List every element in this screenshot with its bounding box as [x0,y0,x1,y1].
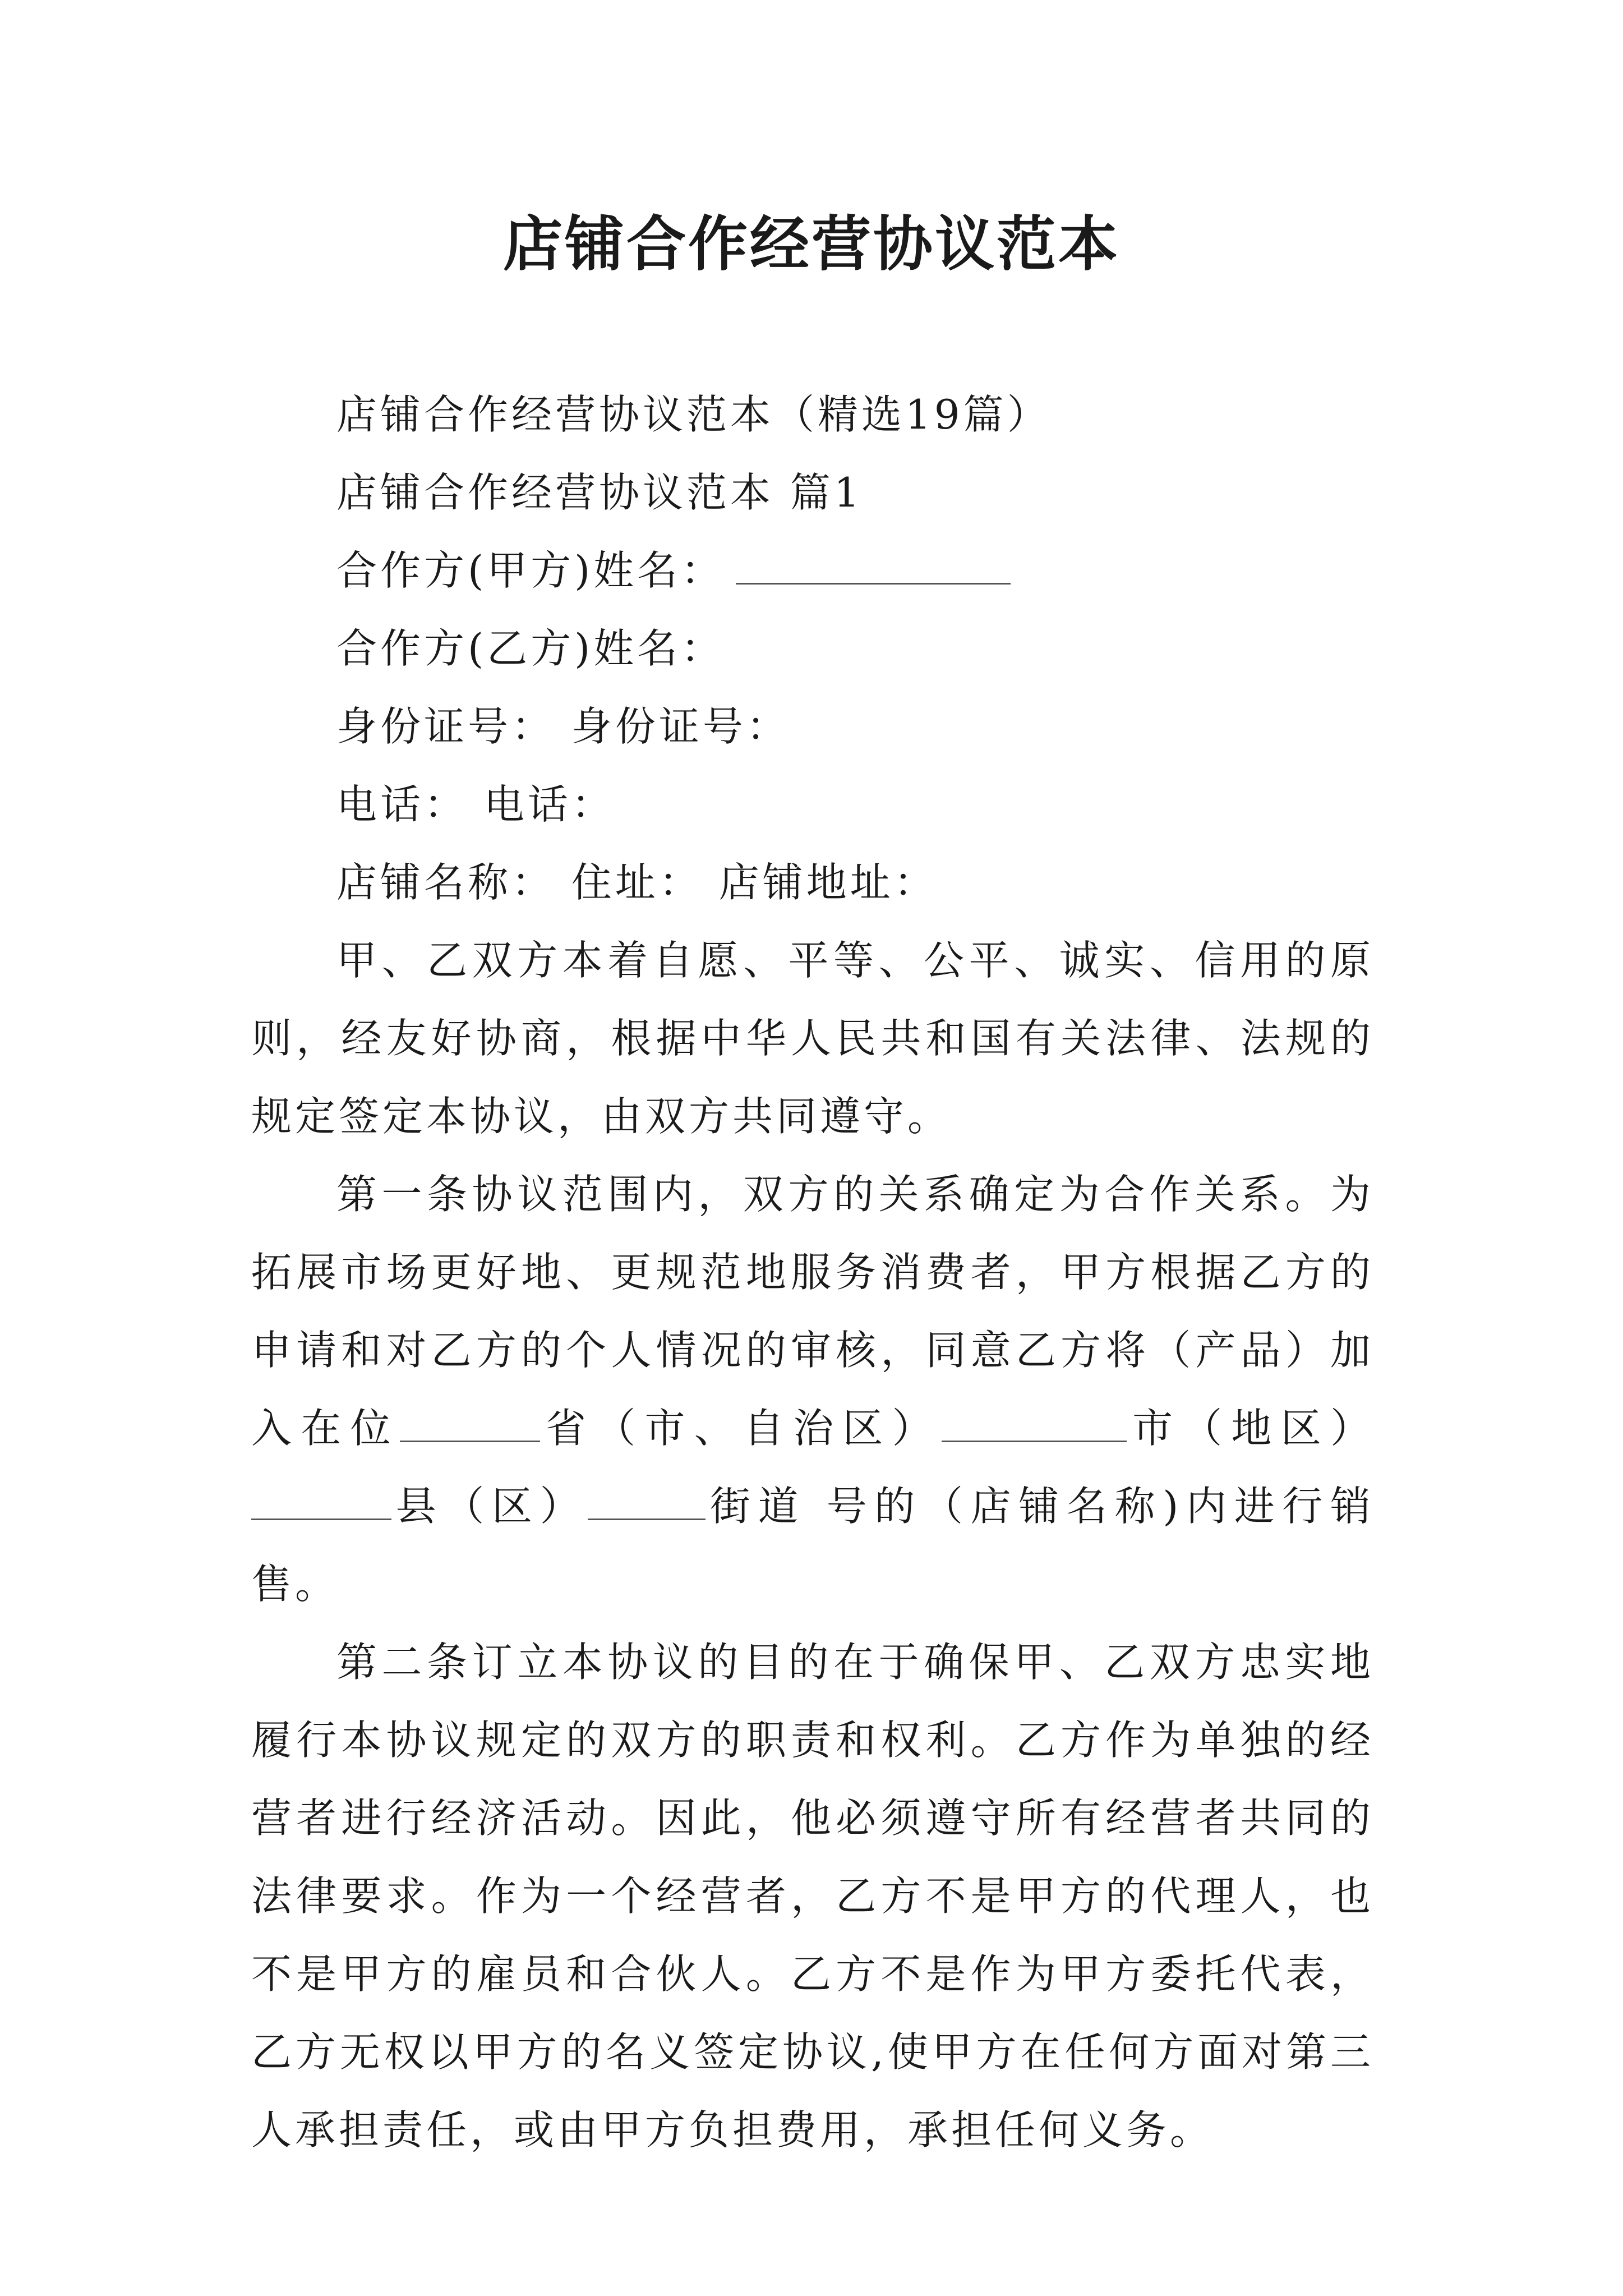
county-blank [251,1476,391,1520]
phone-row: 电话： 电话： [336,781,615,828]
intro-paragraph: 甲、乙双方本着自愿、平等、公平、诚实、信用的原则，经友好协商，根据中华人民共和国有关法律、法规的规定签定本协议，由双方共同遵守。 [251,937,1374,1140]
shop-info-row: 店铺名称： 住址： 店铺地址： [336,859,938,906]
street-blank [588,1476,706,1520]
party-b-name-row: 合作方(乙方)姓名： [336,625,725,672]
article-1-ending: 街道 号的（店铺名称)内进行销售。 [251,1483,1374,1608]
document-body [251,376,1374,2169]
article-1-paragraph [251,1156,1374,1623]
article-1-text: 第一条协议范围内，双方的关系确定为合作关系。为拓展市场更好地、更规范地服务消费者，甲方根据乙方的申请和对乙方的个人情况的审核，同意乙方将（产品）加入在位 [251,1171,1374,1452]
party-a-name-row [251,532,1374,610]
section-heading: 店铺合作经营协议范本 篇1 [336,469,863,516]
city-blank [942,1398,1127,1442]
document-subtitle: 店铺合作经营协议范本（精选19篇） [336,391,1051,438]
province-blank [400,1398,540,1442]
party-a-name-label: 合作方(甲方)姓名： [336,547,725,594]
county-label: 县（区） [391,1483,588,1530]
id-number-row: 身份证号： 身份证号： [336,703,790,750]
province-label: 省（市、自治区） [540,1405,942,1452]
article-2-paragraph: 第二条订立本协议的目的在于确保甲、乙双方忠实地履行本协议规定的双方的职责和权利。乙方作为单独的经营者进行经济活动。因此，他必须遵守所有经营者共同的法律要求。作为一个经营者，乙方不是甲方的代理人，也不是甲方的雇员和合伙人。乙方不是作为甲方委托代表，乙方无权以甲方的名义签定协议,使甲方在任何方面对第三人承担责任，或由甲方负担费用，承担任何义务。 [251,1639,1374,2154]
document-title: 店铺合作经营协议范本 [503,209,1120,279]
party-a-name-blank [736,540,1011,585]
city-label: 市（地区） [1126,1405,1374,1452]
